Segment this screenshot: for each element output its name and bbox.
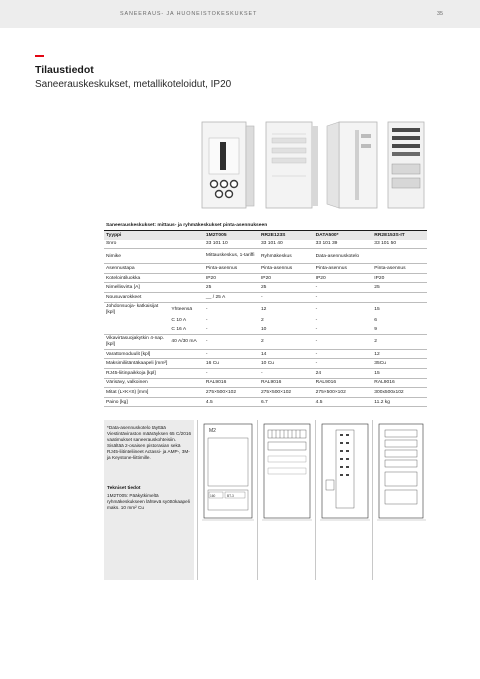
drawings-section [104, 420, 427, 580]
table-cell: - [205, 318, 208, 324]
table-row [104, 397, 427, 407]
table-cell: 2 [259, 334, 314, 349]
row-sublabel [169, 349, 204, 359]
table-cell: 33 101 39 [314, 240, 373, 249]
product-photo-data500 [325, 120, 381, 212]
drawing-label-box-b: BT-3 [227, 494, 234, 498]
table-cell: Ryhmäkeskus [259, 249, 314, 264]
table-cell: Data-asennuskotelo [314, 249, 373, 264]
row-label: Snro [104, 240, 169, 249]
table-cell: 25 [372, 283, 427, 293]
table-cell: RAL9016 [259, 378, 314, 388]
row-sublabel: C 10 A [171, 318, 187, 324]
table-cell: - [204, 368, 259, 378]
row-sublabel [169, 292, 204, 302]
table-row [104, 283, 427, 293]
page-number: 35 [437, 11, 443, 17]
table-cell: 12 [260, 307, 267, 313]
column-header: 1M2T005 [204, 231, 259, 240]
table-cell: - [315, 318, 318, 324]
row-sublabel [169, 368, 204, 378]
table-cell [372, 292, 427, 302]
table-cell: 6.7 [259, 397, 314, 407]
type-label: Tyyppi [104, 231, 169, 240]
row-label: Kotelointiluokka [104, 273, 169, 283]
table-caption: Saneerauskeskukset: mittaus- ja ryhmäkeskukset pinta-asennukseen [104, 221, 427, 231]
table-row [104, 249, 427, 264]
table-cell: IP20 [204, 273, 259, 283]
table-cell: Pinta-asennus [204, 264, 259, 274]
table-header-row [104, 231, 427, 240]
row-label: Nimike [104, 249, 169, 264]
table-row [104, 349, 427, 359]
table-cell: Pinta-asennus [314, 264, 373, 274]
table-row [104, 359, 427, 369]
table-cell: 14 [259, 349, 314, 359]
table-cell: 15 [372, 368, 427, 378]
row-sublabel [169, 273, 204, 283]
row-label: Varattomoduulit [kpl] [104, 349, 169, 359]
row-label: Maksimiliitäntäkaapeli [mm²] [104, 359, 169, 369]
table-cell: 300x500x102 [372, 388, 427, 398]
product-photo-1m2t005 [200, 120, 256, 212]
table-cell: - [314, 334, 373, 349]
table-cell: 15 [374, 307, 380, 313]
table-cell: - [314, 349, 373, 359]
table-cell: __ / 25 A [204, 292, 259, 302]
row-sublabel [169, 388, 204, 398]
table-cell: 10 [259, 325, 314, 334]
table-row [104, 334, 427, 349]
row-label: RJ45-liitinpaikkoja [kpl] [104, 368, 169, 378]
table-cell: 275×500×102 [259, 388, 314, 398]
table-cell: - [314, 325, 373, 334]
table-cell: - [204, 334, 259, 349]
table-row [104, 388, 427, 398]
row-label: Asennustapa [104, 264, 169, 274]
table-row [104, 325, 427, 334]
row-label: Vikavirtasuojakytkin 4-nap. [kpl] [104, 334, 169, 349]
table-cell: 4.5 [314, 397, 373, 407]
table-cell: - [314, 359, 373, 369]
table-cell: 2 [372, 334, 427, 349]
table-cell: 25 [204, 283, 259, 293]
table-cell: IP20 [259, 273, 314, 283]
row-label: Värisävy, valkoinen [104, 378, 169, 388]
table-cell: 275×500×102 [314, 388, 373, 398]
row-sublabel: 40 A/30 mA [169, 334, 204, 349]
footnote-text: *Data-asennuskotelo täyttää Viestintäviraston määräyksen 65 C/2016 vaatimukset saneerauskohteisiin. Sisältää 2-osaisen pistorasian sekä RJ45-liitinteliineet Actassi- ja AMP-, 3M- ja Keystone-liittimille. [107, 425, 192, 460]
table-cell: RAL9016 [372, 378, 427, 388]
section-subtitle: Saneerauskeskukset, metallikoteloidut, IP20 [35, 79, 232, 90]
row-label: Mitat (L×K×S) [mm] [104, 388, 169, 398]
product-photo-rr2e123s [262, 120, 320, 212]
table-row [104, 240, 427, 249]
table-cell: 12 [372, 349, 427, 359]
row-sublabel [169, 378, 204, 388]
row-sublabel [169, 283, 204, 293]
footnote-panel [104, 420, 194, 580]
table-cell: 275×500×102 [204, 388, 259, 398]
row-label [104, 317, 169, 326]
header-title: SANEERAUS- JA HUONEISTOKESKUKSET [120, 11, 258, 17]
table-cell: - [315, 307, 318, 313]
table-cell: 10 Cu [259, 359, 314, 369]
section-title: Tilaustiedot [35, 64, 94, 76]
table-cell: 25 [259, 283, 314, 293]
table-cell: 24 [314, 368, 373, 378]
drawing-label-box-a: 160 [210, 494, 216, 498]
row-sublabel [169, 397, 204, 407]
column-header: DATA500* [314, 231, 373, 240]
drawing-rr2e123s [257, 420, 315, 580]
column-header: RR2E153S-IT [372, 231, 427, 240]
table-row [104, 264, 427, 274]
table-cell: 33 101 50 [372, 240, 427, 249]
drawing-data500 [315, 420, 372, 580]
table-cell: 6 [374, 318, 378, 324]
table-cell [372, 249, 427, 264]
table-cell: Pinta-asennus [372, 264, 427, 274]
table-cell: - [259, 368, 314, 378]
table-row [104, 317, 427, 326]
row-label: Paino [kg] [104, 397, 169, 407]
table-cell: Pinta-asennus [259, 264, 314, 274]
table-cell: - [204, 349, 259, 359]
table-cell: Mittauskeskus, 1-tariffi [204, 249, 259, 264]
row-sublabel [169, 264, 204, 274]
table-cell: - [314, 283, 373, 293]
row-label: Nousuvarokkeet [104, 292, 169, 302]
table-cell: - [205, 307, 208, 313]
row-label: Johdonsuoja- katkaisijat [kpl] [106, 303, 159, 315]
row-sublabel [169, 359, 204, 369]
table-cell: IP20 [372, 273, 427, 283]
technical-heading: Tekniset tiedot [107, 486, 141, 491]
drawing-1m2t005 [197, 420, 257, 580]
table-row [104, 368, 427, 378]
row-label: Nimellisvirta [A] [104, 283, 169, 293]
table-cell: 9 [372, 325, 427, 334]
table-cell: 35Cu [372, 359, 427, 369]
table-row [104, 378, 427, 388]
table-cell: 4.5 [204, 397, 259, 407]
table-cell: IP20 [314, 273, 373, 283]
row-label [104, 325, 169, 334]
table-cell: - [314, 292, 373, 302]
table-row [104, 292, 427, 302]
table-cell: RAL9016 [204, 378, 259, 388]
table-row [104, 302, 427, 317]
table-cell: - [204, 325, 259, 334]
row-sublabel [169, 240, 204, 249]
table-cell: RAL9016 [314, 378, 373, 388]
accent-rule [35, 55, 44, 57]
drawing-label-m2: M2 [209, 428, 216, 434]
column-header: RR2E123S [259, 231, 314, 240]
row-sublabel: Yhteensä [171, 307, 193, 313]
table-cell: 33 101 10 [204, 240, 259, 249]
product-photo-rr2e153s-it [386, 120, 426, 212]
technical-text: 1M2T005: Pääkytkimeltä ryhmäkeskukseen lähtevä syöttökaapeli maks. 10 mm² Cu [107, 493, 190, 510]
table-cell: 33 101 40 [259, 240, 314, 249]
table-cell: 2 [260, 318, 264, 324]
table-cell: 11.2 kg [372, 397, 427, 407]
specification-table [104, 221, 427, 407]
table-row [104, 273, 427, 283]
table-cell: - [259, 292, 314, 302]
row-sublabel [169, 249, 204, 264]
table-cell: 16 Cu [204, 359, 259, 369]
row-sublabel: C 16 A [169, 325, 204, 334]
drawing-rr2e153s-it [372, 420, 428, 580]
